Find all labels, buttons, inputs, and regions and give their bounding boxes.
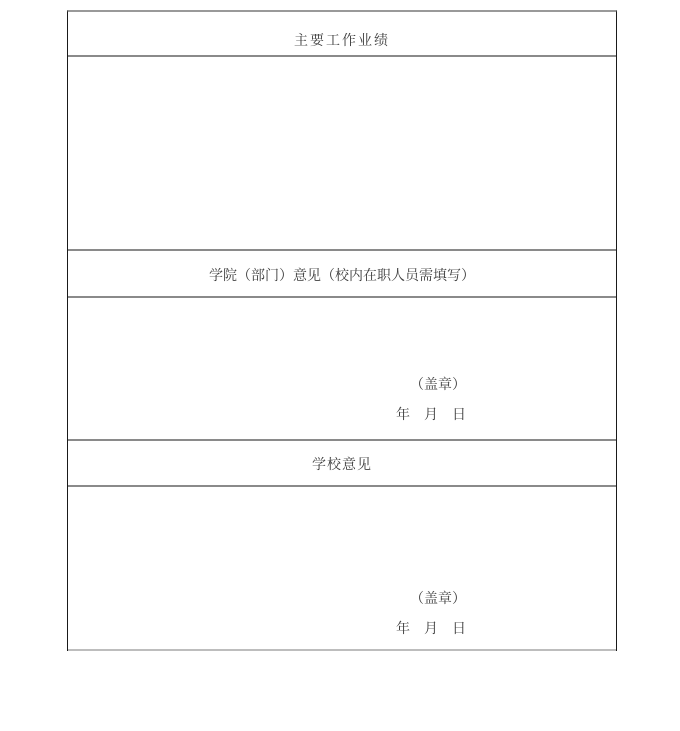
section-main-achievements-header [68,12,616,57]
school-date-label: 年 月 日 [396,622,466,637]
department-opinion-title: 学院（部门）意见（校内在职人员需填写） [209,268,475,284]
school-opinion-title: 学校意见 [312,458,372,473]
department-seal-label: （盖章） [410,378,466,393]
main-achievements-field[interactable] [68,57,616,251]
section-department-opinion-header [68,251,616,298]
school-seal-label: （盖章） [410,592,466,607]
department-date-label: 年 月 日 [396,408,466,423]
section-school-opinion-header [68,441,616,487]
main-achievements-title: 主要工作业绩 [294,33,390,49]
school-opinion-field[interactable] [68,487,616,651]
form-table [67,10,617,651]
department-opinion-field[interactable] [68,298,616,441]
